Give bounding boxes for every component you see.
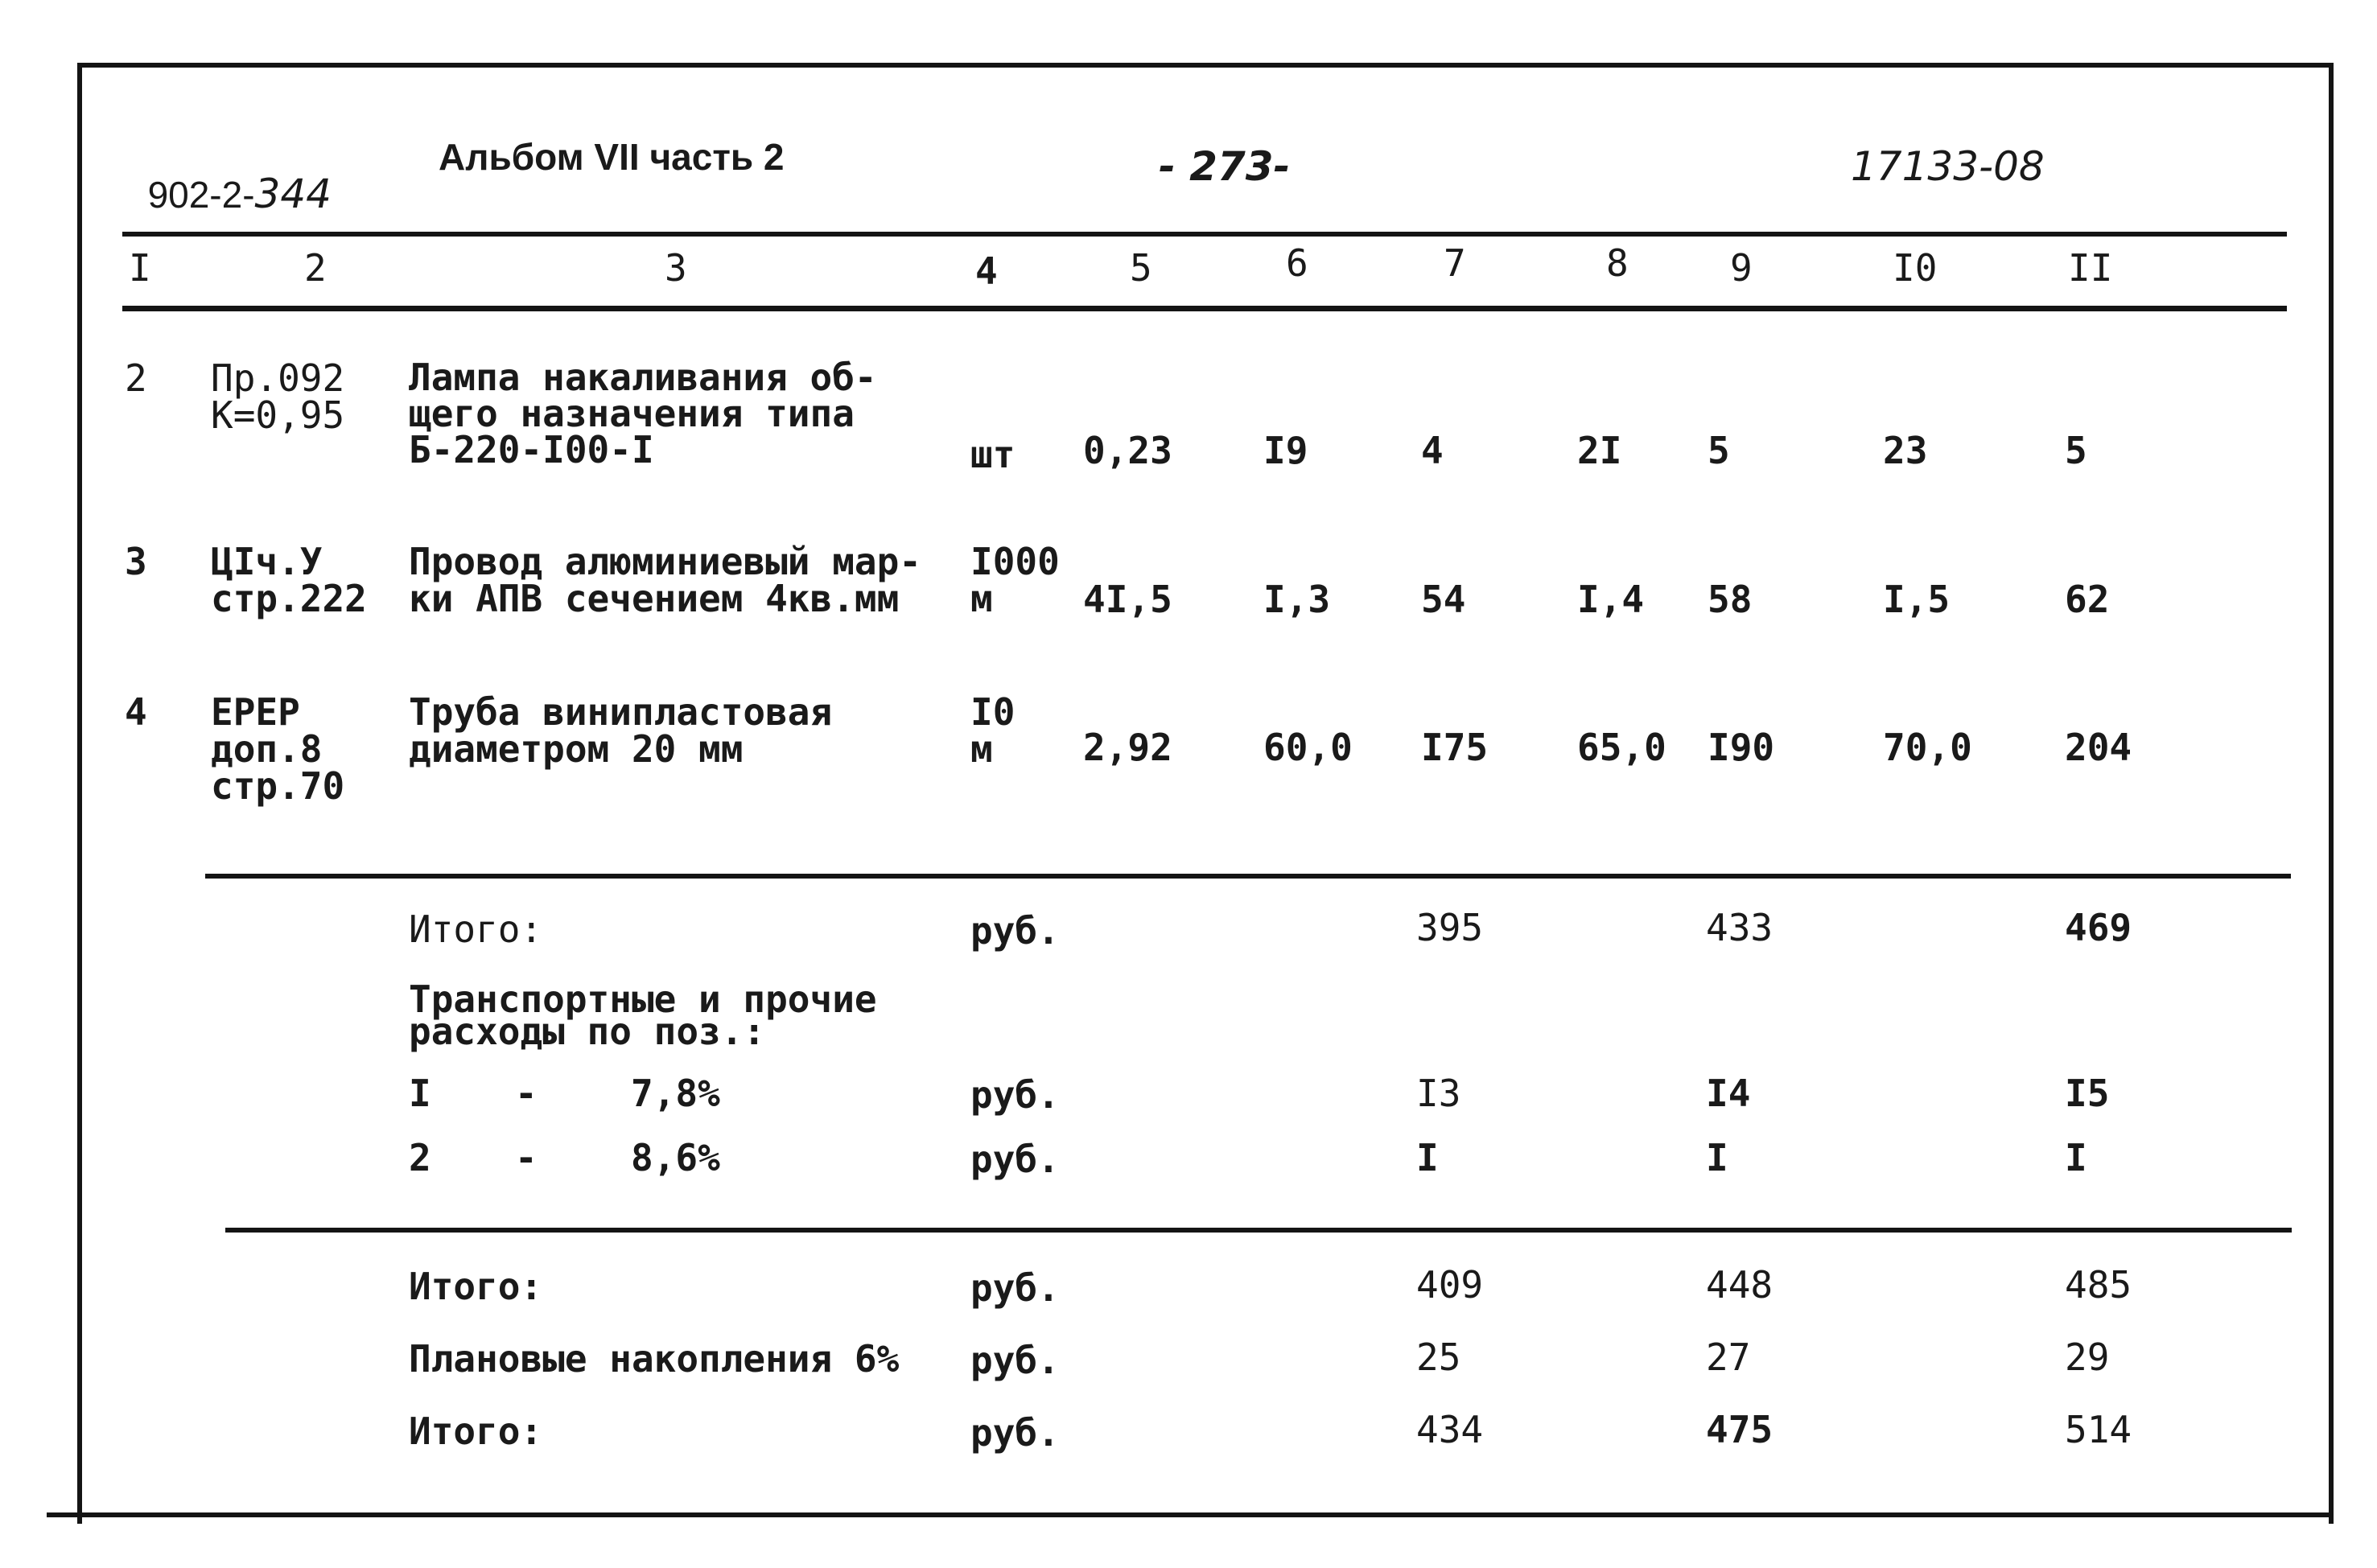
row-col10: 70,0 xyxy=(1883,726,1972,769)
transport-col11: I5 xyxy=(2065,1072,2110,1115)
transport-col9: I xyxy=(1706,1136,1728,1179)
col-header-2: 2 xyxy=(304,246,327,290)
doc-code-printed: 902-2- xyxy=(147,174,255,216)
summary-label: Итого: xyxy=(409,907,543,951)
transport-unit: руб. xyxy=(970,1138,1060,1181)
header-top-rule xyxy=(122,232,2287,237)
planned-col9: 27 xyxy=(1706,1335,1751,1379)
transport-unit: руб. xyxy=(970,1073,1060,1117)
row-col5: 4I,5 xyxy=(1083,578,1172,621)
album-title: Альбом VII часть 2 xyxy=(439,136,785,178)
row-col7: I75 xyxy=(1421,726,1489,769)
transport-pct: 7,8% xyxy=(631,1072,720,1115)
transport-pos: 2 xyxy=(409,1136,431,1179)
row-unit: I0 м xyxy=(970,690,1015,771)
row-col8: 65,0 xyxy=(1577,726,1666,769)
planned-unit: руб. xyxy=(970,1339,1060,1382)
transport-col7: I3 xyxy=(1416,1072,1461,1115)
total-unit: руб. xyxy=(970,1411,1060,1455)
row-col9: 5 xyxy=(1708,429,1730,472)
col-header-3: 3 xyxy=(665,246,687,290)
row-col7: 54 xyxy=(1421,578,1466,621)
row-pos: 2 xyxy=(125,356,147,400)
transport-pos: I xyxy=(409,1072,431,1115)
row-col10: 23 xyxy=(1883,429,1928,472)
row-pos: 3 xyxy=(125,540,147,583)
row-col6: I,3 xyxy=(1263,578,1331,621)
summary-col9: 448 xyxy=(1706,1263,1773,1307)
header-bottom-rule xyxy=(122,306,2287,311)
row-col5: 0,23 xyxy=(1083,429,1172,472)
col-header-7: 7 xyxy=(1444,241,1466,285)
total-col7: 434 xyxy=(1416,1408,1484,1451)
row-col7: 4 xyxy=(1421,429,1444,472)
row-pos: 4 xyxy=(125,690,147,734)
row-col8: 2I xyxy=(1577,429,1622,472)
doc-code-handwritten: 344 xyxy=(254,171,332,217)
row-col6: I9 xyxy=(1263,429,1308,472)
col-header-9: 9 xyxy=(1730,246,1753,290)
row-col9: I90 xyxy=(1708,726,1775,769)
row-col10: I,5 xyxy=(1883,578,1951,621)
summary-unit: руб. xyxy=(970,909,1060,953)
col-header-1: I xyxy=(129,246,151,290)
transport-col11: I xyxy=(2065,1136,2087,1179)
total-col9: 475 xyxy=(1706,1408,1773,1451)
col-header-8: 8 xyxy=(1606,241,1629,285)
row-ref: ЦIч.У стр.222 xyxy=(211,540,367,620)
row-name: Лампа накаливания об- щего назначения типа Б-220-I00-I xyxy=(409,356,877,471)
summary-col7: 409 xyxy=(1416,1263,1484,1307)
row-name: Труба винипластовая диаметром 20 мм xyxy=(409,690,833,771)
page-number: - 273- xyxy=(1159,143,1291,190)
transport-col9: I4 xyxy=(1706,1072,1751,1115)
doc-code xyxy=(127,138,332,217)
row-unit: I000 м xyxy=(970,540,1060,620)
transport-dash: - xyxy=(515,1072,538,1115)
col-header-11: II xyxy=(2068,246,2113,290)
transport-col7: I xyxy=(1416,1136,1439,1179)
section-rule xyxy=(225,1228,2292,1233)
summary-label: Итого: xyxy=(409,1265,543,1308)
planned-label: Плановые накопления 6% xyxy=(409,1337,900,1381)
summary-unit: руб. xyxy=(970,1266,1060,1310)
total-label: Итого: xyxy=(409,1410,543,1453)
row-col8: I,4 xyxy=(1577,578,1645,621)
row-col9: 58 xyxy=(1708,578,1753,621)
col-header-6: 6 xyxy=(1286,241,1308,285)
summary-col7: 395 xyxy=(1416,906,1484,949)
summary-col11: 469 xyxy=(2065,906,2132,949)
col-header-10: I0 xyxy=(1893,246,1938,290)
planned-col11: 29 xyxy=(2065,1335,2110,1379)
row-ref: Пр.092 К=0,95 xyxy=(211,356,345,437)
sheet-code: 17133-08 xyxy=(1851,143,2045,190)
transport-pct: 8,6% xyxy=(631,1136,720,1179)
col-header-5: 5 xyxy=(1130,246,1152,290)
row-col11: 5 xyxy=(2065,429,2087,472)
row-col11: 62 xyxy=(2065,578,2110,621)
transport-dash: - xyxy=(515,1136,538,1179)
total-col11: 514 xyxy=(2065,1408,2132,1451)
row-unit: шт xyxy=(970,433,1015,476)
section-rule xyxy=(205,874,2291,879)
row-ref: ЕРЕР доп.8 стр.70 xyxy=(211,690,345,808)
page-frame-bottom xyxy=(47,1512,2330,1517)
col-header-4: 4 xyxy=(975,249,998,293)
summary-col9: 433 xyxy=(1706,906,1773,949)
planned-col7: 25 xyxy=(1416,1335,1461,1379)
row-name: Провод алюминиевый мар- ки АПВ сечением 4кв.мм xyxy=(409,540,921,620)
row-col11: 204 xyxy=(2065,726,2132,769)
row-col5: 2,92 xyxy=(1083,726,1172,769)
row-col6: 60,0 xyxy=(1263,726,1353,769)
transport-label: Транспортные и прочие расходы по поз.: xyxy=(409,977,877,1053)
summary-col11: 485 xyxy=(2065,1263,2132,1307)
